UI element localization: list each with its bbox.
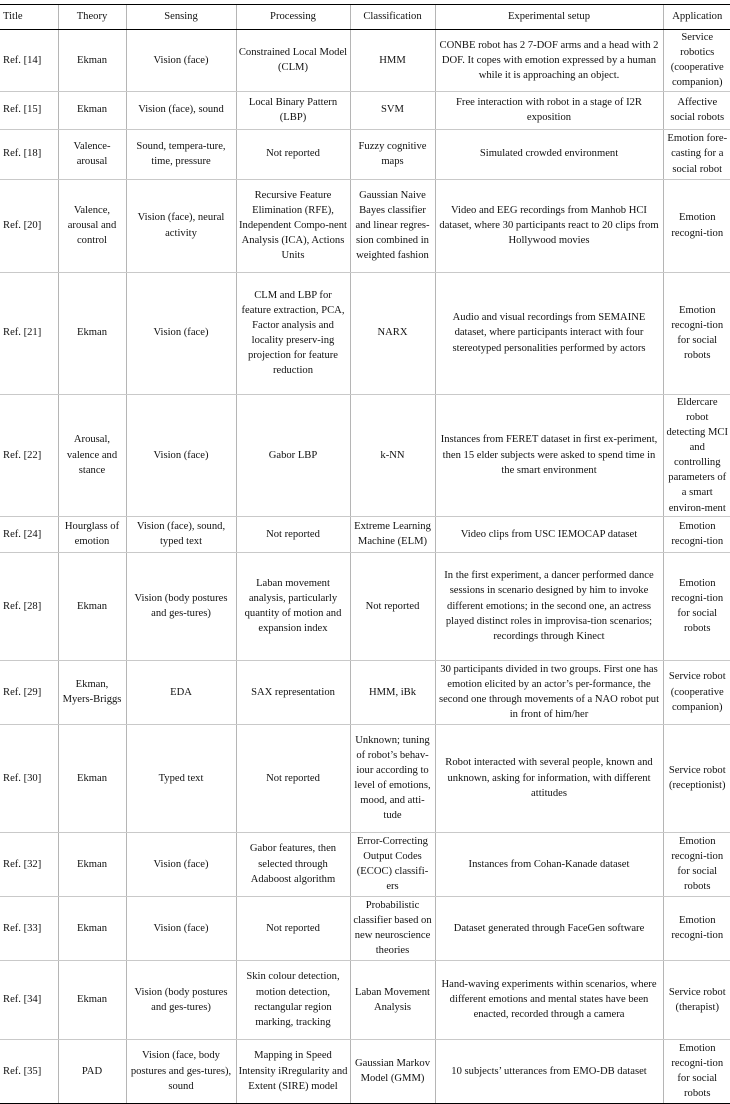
cell-processing: SAX representation [236, 660, 350, 724]
table-row [0, 516, 730, 552]
cell-setup: Video clips from USC IEMOCAP dataset [435, 516, 663, 552]
cell-processing: CLM and LBP for feature extraction, PCA, Factor analysis and locality preserv-ing projection for feature reduction [236, 272, 350, 394]
cell-application: Emotion recogni-tion for social robots [663, 272, 730, 394]
header-theory: Theory [58, 5, 126, 30]
cell-title: Ref. [14] [0, 30, 58, 92]
cell-application: Emotion recogni-tion for social robots [663, 832, 730, 896]
cell-processing: Constrained Local Model (CLM) [236, 30, 350, 92]
cell-sensing: Vision (face) [126, 832, 236, 896]
cell-setup: Simulated crowded environment [435, 129, 663, 179]
cell-application: Emotion recogni-tion for social robots [663, 1039, 730, 1103]
cell-classification: Gaussian Naive Bayes classifier and linear regres-sion combined in weighted fashion [350, 179, 435, 272]
table-row [0, 660, 730, 724]
emotion-recognition-table [0, 4, 730, 1104]
table-row [0, 724, 730, 832]
cell-classification: Probabilistic classifier based on new neuroscience theories [350, 896, 435, 960]
table-body [0, 30, 730, 1104]
cell-processing: Skin colour detection, motion detection, rectangular region marking, tracking [236, 960, 350, 1039]
cell-processing: Laban movement analysis, particularly quantity of motion and expansion index [236, 552, 350, 660]
cell-processing: Not reported [236, 129, 350, 179]
cell-setup: Audio and visual recordings from SEMAINE dataset, where participants interact with four stereotyped personalities performed by actors [435, 272, 663, 394]
cell-application: Service robot (cooperative companion) [663, 660, 730, 724]
table-row [0, 1039, 730, 1103]
header-application: Application [663, 5, 730, 30]
cell-theory: Ekman [58, 832, 126, 896]
cell-theory: Arousal, valence and stance [58, 394, 126, 516]
cell-application: Eldercare robot detecting MCI and controlling parameters of a smart environ-ment [663, 394, 730, 516]
cell-theory: Ekman [58, 960, 126, 1039]
cell-setup: 10 subjects’ utterances from EMO-DB dataset [435, 1039, 663, 1103]
cell-classification: HMM, iBk [350, 660, 435, 724]
cell-sensing: Vision (body postures and ges-tures) [126, 960, 236, 1039]
cell-title: Ref. [32] [0, 832, 58, 896]
cell-sensing: Sound, tempera-ture, time, pressure [126, 129, 236, 179]
cell-setup: CONBE robot has 2 7-DOF arms and a head with 2 DOF. It copes with emotion expressed by a human while it is approaching an object. [435, 30, 663, 92]
cell-application: Emotion recogni-tion [663, 896, 730, 960]
cell-sensing: Vision (face), sound [126, 91, 236, 129]
header-processing: Processing [236, 5, 350, 30]
cell-theory: Ekman [58, 272, 126, 394]
cell-classification: Extreme Learning Machine (ELM) [350, 516, 435, 552]
cell-theory: Ekman [58, 552, 126, 660]
table-row [0, 30, 730, 92]
cell-classification: Unknown; tuning of robot’s behav-iour according to level of emotions, mood, and atti-tude [350, 724, 435, 832]
table-row [0, 896, 730, 960]
cell-sensing: EDA [126, 660, 236, 724]
cell-classification: Laban Movement Analysis [350, 960, 435, 1039]
cell-classification: Error-Correcting Output Codes (ECOC) classifi-ers [350, 832, 435, 896]
cell-sensing: Vision (body postures and ges-tures) [126, 552, 236, 660]
cell-theory: Valence-arousal [58, 129, 126, 179]
cell-classification: NARX [350, 272, 435, 394]
cell-setup: In the first experiment, a dancer performed dance sessions in scenario designed by him to invoke different emotions; in the second one, an actress played distinct roles in improvisa-tion scenarios; recordings through Kinect [435, 552, 663, 660]
table-row [0, 179, 730, 272]
header-row [0, 5, 730, 30]
cell-title: Ref. [20] [0, 179, 58, 272]
cell-application: Service robot (receptionist) [663, 724, 730, 832]
cell-setup: Dataset generated through FaceGen software [435, 896, 663, 960]
cell-processing: Gabor features, then selected through Adaboost algorithm [236, 832, 350, 896]
cell-title: Ref. [24] [0, 516, 58, 552]
cell-application: Emotion recogni-tion [663, 179, 730, 272]
cell-classification: SVM [350, 91, 435, 129]
cell-title: Ref. [33] [0, 896, 58, 960]
cell-application: Affective social robots [663, 91, 730, 129]
cell-sensing: Vision (face), sound, typed text [126, 516, 236, 552]
cell-processing: Not reported [236, 896, 350, 960]
cell-processing: Gabor LBP [236, 394, 350, 516]
cell-processing: Not reported [236, 516, 350, 552]
header-title: Title [0, 5, 58, 30]
cell-setup: 30 participants divided in two groups. First one has emotion elicited by an actor’s per-formance, the second one through movements of a NAO robot put in front of him/her [435, 660, 663, 724]
cell-title: Ref. [30] [0, 724, 58, 832]
cell-setup: Robot interacted with several people, known and unknown, asking for information, with different attitudes [435, 724, 663, 832]
cell-title: Ref. [28] [0, 552, 58, 660]
cell-title: Ref. [29] [0, 660, 58, 724]
cell-application: Emotion recogni-tion for social robots [663, 552, 730, 660]
cell-theory: Ekman [58, 91, 126, 129]
cell-theory: Valence, arousal and control [58, 179, 126, 272]
cell-application: Emotion recogni-tion [663, 516, 730, 552]
cell-application: Service robotics (cooperative companion) [663, 30, 730, 92]
table-row [0, 129, 730, 179]
table-row [0, 91, 730, 129]
cell-theory: Ekman [58, 896, 126, 960]
cell-sensing: Vision (face), neural activity [126, 179, 236, 272]
cell-processing: Recursive Feature Elimination (RFE), Independent Compo-nent Analysis (ICA), Actions Units [236, 179, 350, 272]
cell-setup: Instances from FERET dataset in first ex-periment, then 15 elder subjects were asked to spend time in the smart environment [435, 394, 663, 516]
cell-application: Service robot (therapist) [663, 960, 730, 1039]
cell-sensing: Vision (face, body postures and ges-tures), sound [126, 1039, 236, 1103]
cell-sensing: Vision (face) [126, 896, 236, 960]
header-classification: Classification [350, 5, 435, 30]
cell-setup: Hand-waving experiments within scenarios, where different emotions and mental states have been enacted, recorded through a camera [435, 960, 663, 1039]
cell-title: Ref. [21] [0, 272, 58, 394]
cell-title: Ref. [15] [0, 91, 58, 129]
cell-theory: Ekman [58, 30, 126, 92]
cell-setup: Free interaction with robot in a stage of I2R exposition [435, 91, 663, 129]
cell-classification: Fuzzy cognitive maps [350, 129, 435, 179]
table-row [0, 552, 730, 660]
cell-theory: Hourglass of emotion [58, 516, 126, 552]
cell-title: Ref. [18] [0, 129, 58, 179]
table-row [0, 394, 730, 516]
table-row [0, 960, 730, 1039]
cell-classification: HMM [350, 30, 435, 92]
cell-classification: Gaussian Markov Model (GMM) [350, 1039, 435, 1103]
header-sensing: Sensing [126, 5, 236, 30]
cell-processing: Not reported [236, 724, 350, 832]
cell-sensing: Typed text [126, 724, 236, 832]
table-row [0, 272, 730, 394]
table-header [0, 5, 730, 30]
cell-application: Emotion fore-casting for a social robot [663, 129, 730, 179]
cell-processing: Mapping in Speed Intensity iRregularity and Extent (SIRE) model [236, 1039, 350, 1103]
cell-title: Ref. [34] [0, 960, 58, 1039]
cell-sensing: Vision (face) [126, 30, 236, 92]
header-experimental-setup: Experimental setup [435, 5, 663, 30]
cell-classification: k-NN [350, 394, 435, 516]
cell-title: Ref. [35] [0, 1039, 58, 1103]
cell-theory: PAD [58, 1039, 126, 1103]
cell-sensing: Vision (face) [126, 394, 236, 516]
cell-setup: Instances from Cohan-Kanade dataset [435, 832, 663, 896]
cell-title: Ref. [22] [0, 394, 58, 516]
table-row [0, 832, 730, 896]
cell-sensing: Vision (face) [126, 272, 236, 394]
cell-classification: Not reported [350, 552, 435, 660]
cell-theory: Ekman [58, 724, 126, 832]
cell-setup: Video and EEG recordings from Manhob HCI dataset, where 30 participants react to 20 clips from Hollywood movies [435, 179, 663, 272]
cell-theory: Ekman, Myers-Briggs [58, 660, 126, 724]
cell-processing: Local Binary Pattern (LBP) [236, 91, 350, 129]
